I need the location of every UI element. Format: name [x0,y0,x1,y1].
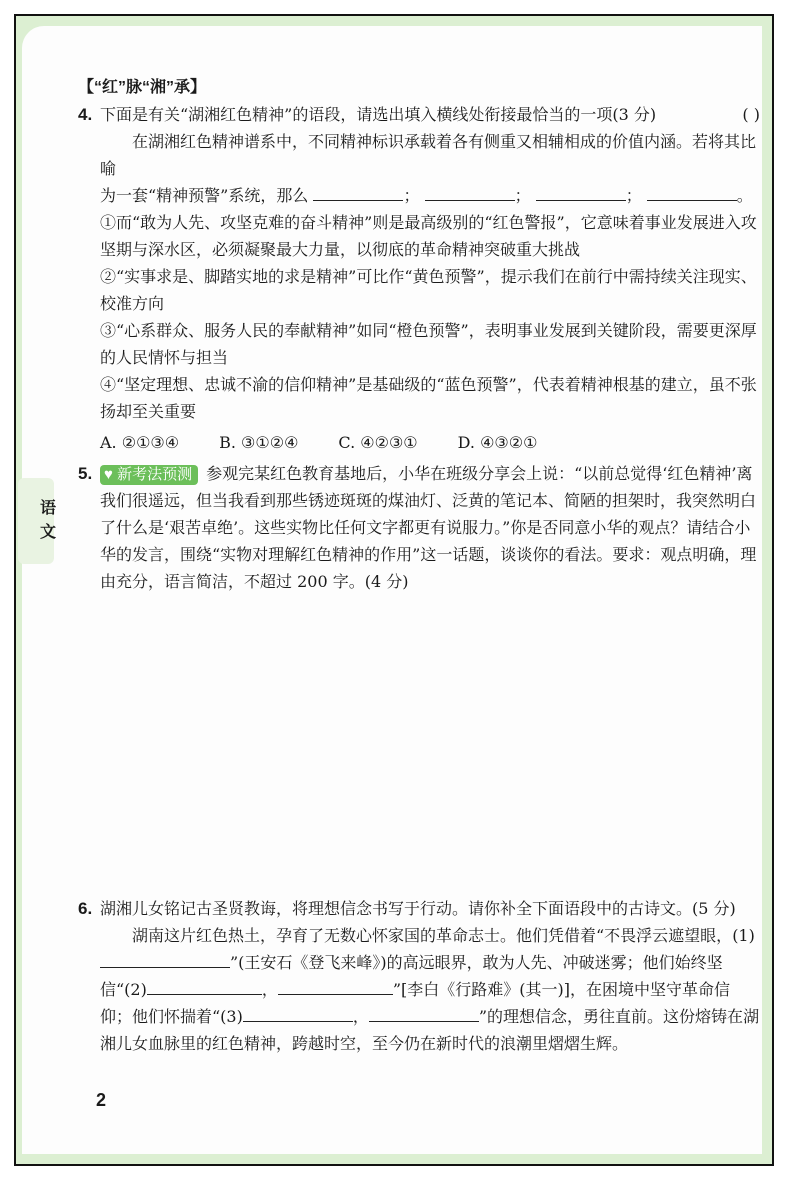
fill-blank[interactable] [647,184,737,201]
blank-label: 信“(2) [100,980,147,999]
fill-blank[interactable] [313,184,403,201]
option-b[interactable]: B. ③①②④ [219,433,299,452]
question-text: 确，理由充分，语言简洁，不超过 200 字。(4 分) [100,545,757,591]
question-text: 离我们很遥远，但当我看到那些锈迹斑斑的煤油灯、泛黄的笔记本、简陋的担架时，我突然明 [100,464,753,510]
item-text: 厚的人民情怀与担当 [100,321,757,367]
fill-blank[interactable] [147,978,262,995]
separator: ， [352,1007,369,1026]
item-text: ①而“敢为人先、攻坚克难的奋斗精神”则是最高级别的“红色警报”，它意味着事业发展进入 [100,213,741,232]
separator: ； [625,186,642,205]
option-d[interactable]: D. ④③②① [457,433,538,452]
page-content [78,74,760,1114]
blank-label: 仰；他们怀揣着“(3) [100,1007,243,1026]
lightbulb-icon: ♥ [104,466,113,483]
new-method-badge [100,465,198,485]
options [100,429,760,456]
side-label-char: 文 [40,524,57,541]
question-number: 6. [78,899,93,918]
blank-label: (1) [732,926,755,945]
item-text: 攻坚期与深水区，必须凝聚最大力量，以彻底的革命精神突破重大挑战 [100,213,757,259]
side-label-char: 语 [40,500,57,517]
separator: ， [261,980,278,999]
passage-line: 在湖湘红色精神谱系中，不同精神标识承载着各有侧重又相辅相成的价值内涵。若将其比喻 [100,132,757,178]
item-2 [100,263,760,317]
fill-blank[interactable] [536,184,626,201]
question-stem: 湖湘儿女铭记古圣贤教诲，将理想信念书写于行动。请你补全下面语段中的古诗文。(5 分) [100,899,736,918]
item-1 [100,209,760,263]
section-title: 【“红”脉“湘”承】 [78,79,207,96]
question-5 [78,460,760,895]
separator: ； [403,186,420,205]
passage-text: ”[李白《行路难》(其一)]，在困境中坚守革命信 [392,980,731,999]
question-text: 参观完某红色教育基地后，小华在班级分享会上说：“以前总觉得‘红色精神’ [206,464,737,483]
passage [100,922,760,1057]
passage-text: 为一套“精神预警”系统，那么 [100,186,309,205]
question-text: 白了什么是‘艰苦卓绝’。这些实物比任何文字都更有说服力。”你是否同意小华的观点？请 [100,491,757,537]
fill-blank[interactable] [278,978,393,995]
page-number: 2 [96,1090,107,1110]
question-text: 结合小华的发言，围绕“实物对理解红色精神的作用”这一话题，谈谈你的看法。要求：观点明 [100,518,751,564]
separator: 。 [736,186,753,205]
item-text: ④“坚定理想、忠诚不渝的信仰精神”是基础级的“蓝色预警”，代表着精神根基的建立，虽不 [100,375,741,394]
passage-text: 湖南这片红色热土，孕育了无数心怀家国的革命志士。他们凭借着“不畏浮云遮望眼， [132,926,733,945]
badge-label: 新考法预测 [117,466,193,483]
answer-area[interactable] [100,595,760,895]
item-3 [100,317,760,371]
passage-text: 湖湘儿女血脉里的红色精神，跨越时空，至今仍在新时代的浪潮里熠熠生辉。 [100,1007,760,1053]
fill-blank[interactable] [243,1005,353,1022]
passage-line-blanks [100,182,760,209]
question-4 [78,101,760,456]
item-text: ③“心系群众、服务人民的奉献精神”如同“橙色预警”，表明事业发展到关键阶段，需要更深 [100,321,741,340]
answer-bracket[interactable]: ( ) [742,105,760,124]
question-number: 4. [78,105,93,124]
question-number: 5. [78,464,93,483]
item-text: 张扬却至关重要 [100,375,757,421]
fill-blank[interactable] [369,1005,479,1022]
item-text: ②“实事求是、脚踏实地的求是精神”可比作“黄色预警”，提示我们在前行中需持续关注现 [100,267,725,286]
passage-text: ”(王安石《登飞来峰》)的高远眼界，敢为人先、冲破迷雾；他们始终坚 [230,953,723,972]
separator: ； [514,186,531,205]
subject-tab [18,478,57,564]
question-stem: 下面是有关“湖湘红色精神”的语段，请选出填入横线处衔接最恰当的一项(3 分) [100,105,657,124]
fill-blank[interactable] [425,184,515,201]
question-6 [78,895,760,1057]
option-a[interactable]: A. ②①③④ [100,433,180,452]
item-text: 实、校准方向 [100,267,757,313]
passage-text: ”的理想信念，勇往直前。这份熔铸在 [478,1007,744,1026]
option-c[interactable]: C. ④②③① [338,433,418,452]
item-4 [100,371,760,425]
fill-blank[interactable] [100,951,230,968]
